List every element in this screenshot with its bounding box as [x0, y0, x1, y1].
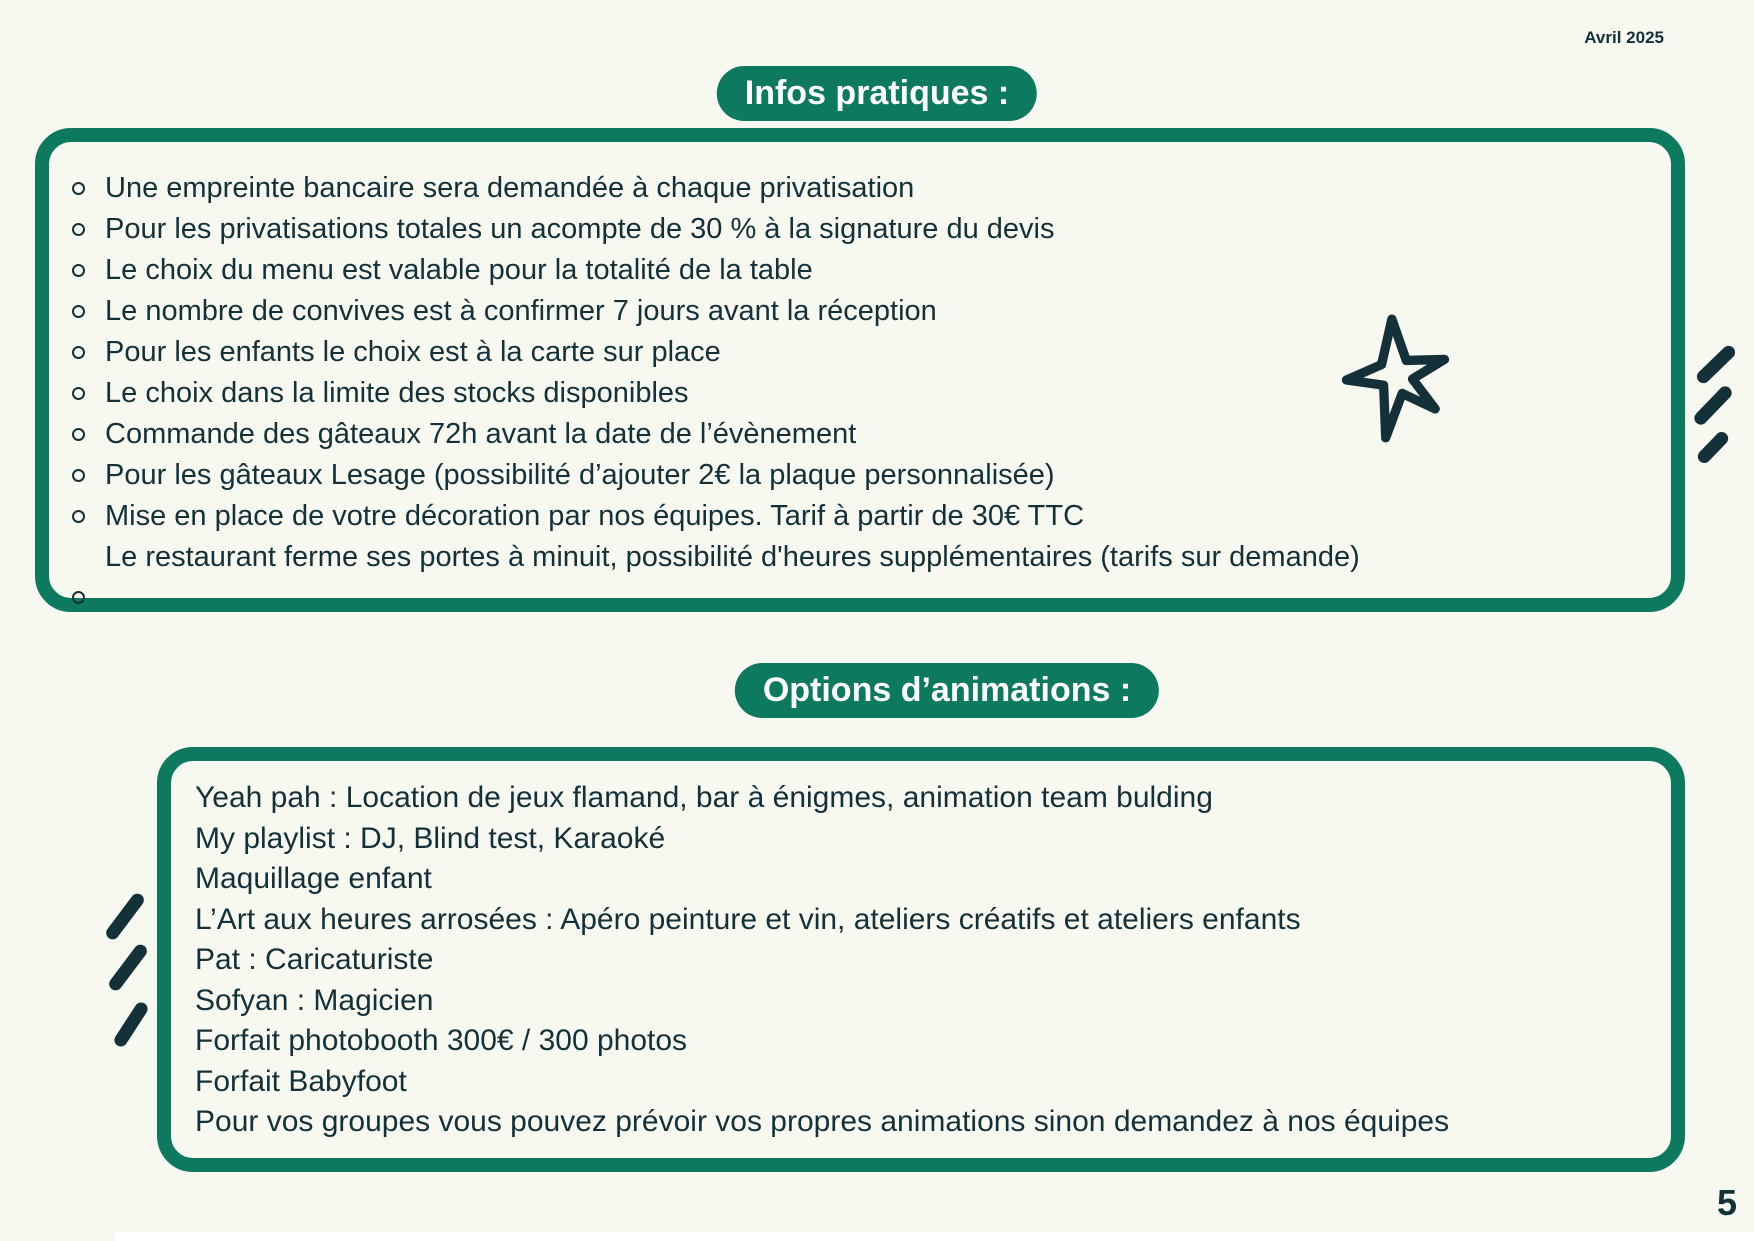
section-title-options-animations: Options d’animations :: [735, 663, 1159, 718]
dash-decoration-icon: [1692, 384, 1735, 428]
dash-decoration-icon: [1695, 429, 1731, 465]
list-item: [195, 1102, 1449, 1143]
list-item-text: Pour les privatisations totales un acompte de 30 % à la signature du devis: [105, 213, 1055, 245]
list-item: [72, 496, 1684, 537]
list-item-text: Une empreinte bancaire sera demandée à chaque privatisation: [105, 172, 915, 204]
list-item-text: Le nombre de convives est à confirmer 7 jours avant la réception: [105, 295, 937, 327]
list-item-text: Commande des gâteaux 72h avant la date de l’évènement: [105, 418, 857, 450]
dash-decoration-icon: [104, 891, 147, 942]
list-item-text: Sofyan : Magicien: [195, 983, 434, 1017]
page-number: 5: [1716, 1182, 1737, 1223]
list-item: [72, 209, 1684, 250]
options-animations-list: [195, 778, 1449, 1143]
list-item-text: Yeah pah : Location de jeux flamand, bar à énigmes, animation team bulding: [195, 781, 1213, 814]
bullet-icon: [72, 182, 85, 195]
list-item-text: Pat : Caricaturiste: [195, 943, 434, 976]
star-doodle-icon: [1340, 313, 1452, 445]
bullet-icon: [72, 346, 85, 359]
dash-decoration-icon: [1694, 343, 1738, 386]
bullet-icon: [72, 223, 85, 236]
bullet-icon: [72, 428, 85, 441]
list-item-text: Maquillage enfant: [195, 862, 432, 895]
bullet-icon: [72, 510, 85, 523]
list-item: [195, 1062, 1449, 1103]
list-item: [195, 1021, 1449, 1062]
bullet-icon: [72, 264, 85, 277]
list-item-text: My playlist : DJ, Blind test, Karaoké: [195, 821, 666, 855]
bullet-icon: [72, 469, 85, 482]
list-item-text: Forfait Babyfoot: [195, 1064, 407, 1098]
list-item: [72, 168, 1684, 209]
list-item: [195, 940, 1449, 981]
bullet-icon: [72, 305, 85, 318]
list-item-text: Le choix dans la limite des stocks disponibles: [105, 377, 689, 409]
list-item: [72, 537, 1684, 578]
bullet-icon: [72, 591, 85, 604]
dash-decoration-icon: [107, 942, 150, 993]
list-item: [195, 859, 1449, 900]
list-item: [195, 900, 1449, 941]
list-item-empty: [72, 578, 1684, 608]
date-label: Avril 2025: [1584, 28, 1664, 47]
list-item-text: Pour vos groupes vous pouvez prévoir vos propres animations sinon demandez à nos équipes: [195, 1105, 1450, 1138]
list-item-text: Forfait photobooth 300€ / 300 photos: [195, 1024, 688, 1057]
list-item: [72, 250, 1684, 291]
list-item-text: Le restaurant ferme ses portes à minuit, possibilité d'heures supplémentaires (tarifs sur demande): [105, 541, 1360, 573]
list-item-text: L’Art aux heures arrosées : Apéro peinture et vin, ateliers créatifs et ateliers enfants: [195, 902, 1301, 936]
list-item: [195, 819, 1449, 860]
list-item: [195, 981, 1449, 1022]
list-item-text: Pour les gâteaux Lesage (possibilité d’ajouter 2€ la plaque personnalisée): [105, 459, 1055, 491]
list-item: [195, 778, 1449, 819]
list-item-text: Le choix du menu est valable pour la totalité de la table: [105, 254, 813, 286]
bullet-icon: [72, 387, 85, 400]
list-item-text: Mise en place de votre décoration par nos équipes. Tarif à partir de 30€ TTC: [105, 500, 1085, 532]
list-item: [72, 455, 1684, 496]
dash-decoration-icon: [112, 1000, 150, 1049]
section-title-infos-pratiques: Infos pratiques :: [717, 66, 1037, 121]
list-item-text: Pour les enfants le choix est à la carte sur place: [105, 336, 721, 368]
bottom-edge-strip: [115, 1232, 1754, 1241]
